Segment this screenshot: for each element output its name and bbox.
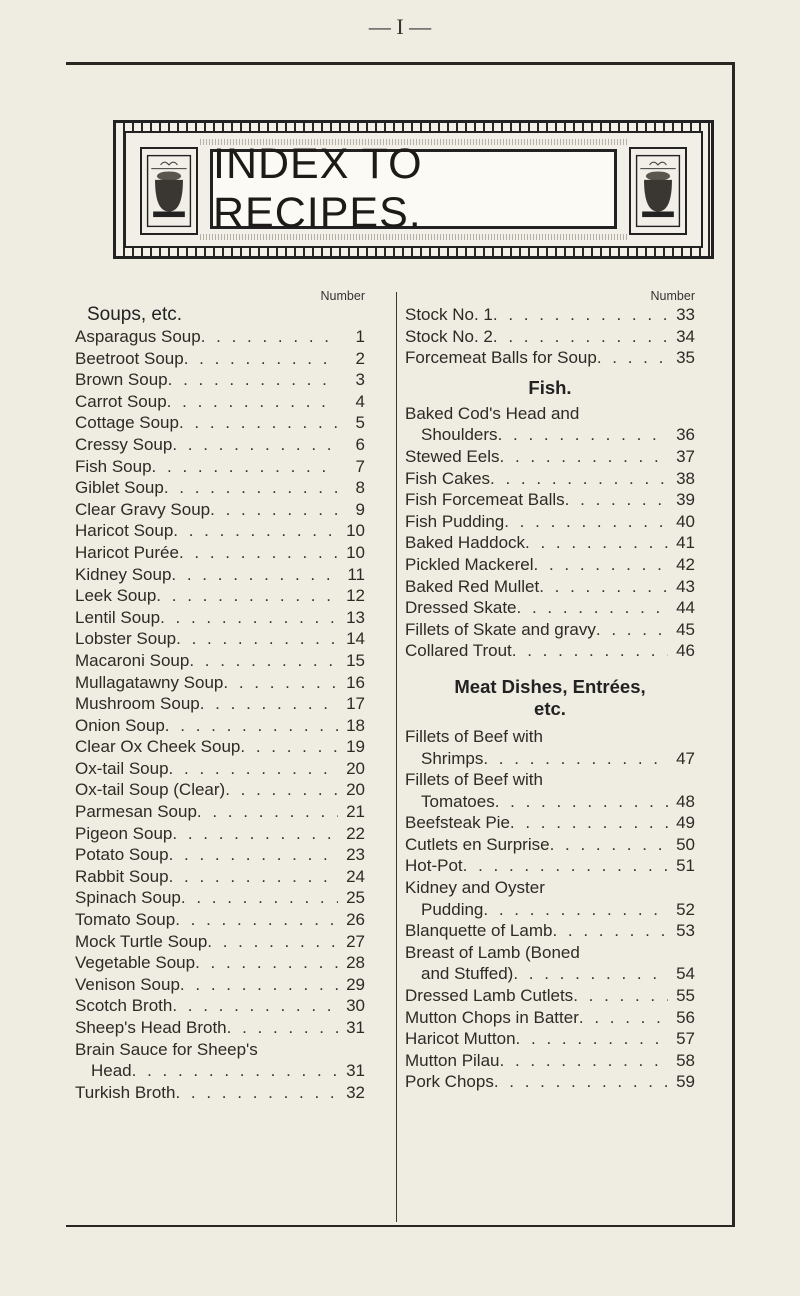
entry-label: and Stuffed) bbox=[421, 964, 514, 984]
entry-label: Stock No. 1 bbox=[405, 305, 493, 324]
entry-number: 46 bbox=[676, 641, 695, 661]
index-entry bbox=[75, 887, 365, 909]
entry-number: 4 bbox=[355, 391, 365, 411]
index-entry bbox=[75, 1060, 365, 1082]
entry-label: Onion Soup bbox=[75, 715, 165, 735]
entry-number: 26 bbox=[346, 910, 365, 930]
index-entry bbox=[75, 931, 365, 953]
entry-label: Cressy Soup bbox=[75, 434, 173, 454]
index-entry bbox=[405, 468, 695, 490]
leader-dots bbox=[201, 326, 338, 348]
leader-dots bbox=[596, 619, 668, 641]
index-entry bbox=[75, 995, 365, 1017]
leader-dots bbox=[525, 532, 668, 554]
leader-dots bbox=[160, 607, 338, 629]
entry-number: 52 bbox=[676, 899, 695, 919]
index-entry bbox=[405, 812, 695, 834]
leader-dots bbox=[493, 326, 668, 348]
index-entry bbox=[75, 369, 365, 391]
entry-number: 55 bbox=[676, 986, 695, 1006]
entry-number: 47 bbox=[676, 748, 695, 768]
entry-number: 13 bbox=[346, 607, 365, 627]
entry-number: 3 bbox=[355, 370, 365, 390]
cooking-pot-emblem-icon bbox=[629, 147, 687, 235]
leader-dots bbox=[171, 564, 338, 586]
index-entry bbox=[75, 779, 365, 801]
index-entry bbox=[405, 1007, 695, 1029]
index-entry bbox=[75, 866, 365, 888]
index-entry bbox=[405, 769, 695, 791]
entry-label: Mutton Chops in Batter bbox=[405, 1007, 579, 1027]
entry-label: Baked Haddock bbox=[405, 533, 526, 553]
leader-dots bbox=[175, 909, 338, 931]
entry-number: 50 bbox=[676, 834, 695, 854]
entry-number bbox=[258, 1039, 285, 1061]
index-entry bbox=[75, 585, 365, 607]
leader-dots bbox=[169, 866, 338, 888]
entry-number: 23 bbox=[346, 845, 365, 865]
entry-number: 58 bbox=[676, 1050, 695, 1070]
entry-number: 53 bbox=[676, 921, 695, 941]
entry-number: 57 bbox=[676, 1029, 695, 1049]
entry-label: Mutton Pilau bbox=[405, 1050, 500, 1070]
soups-list bbox=[75, 326, 365, 1103]
index-entry bbox=[75, 672, 365, 694]
index-entry bbox=[75, 1017, 365, 1039]
leader-dots bbox=[169, 758, 338, 780]
entry-label: Forcemeat Balls for Soup bbox=[405, 348, 597, 368]
entry-number: 30 bbox=[346, 996, 365, 1016]
leader-dots bbox=[169, 844, 338, 866]
entry-number: 18 bbox=[346, 715, 365, 735]
entry-label: Haricot Soup bbox=[75, 521, 174, 541]
fish-list bbox=[405, 403, 695, 662]
leader-dots bbox=[227, 1017, 338, 1039]
entry-number: 49 bbox=[676, 813, 695, 833]
entry-label: Vegetable Soup bbox=[75, 953, 196, 973]
leader-dots bbox=[172, 995, 338, 1017]
page-title: INDEX TO RECIPES. bbox=[213, 140, 423, 237]
entry-number: 15 bbox=[346, 650, 365, 670]
index-entry bbox=[405, 511, 695, 533]
index-entry bbox=[75, 499, 365, 521]
entry-number: 21 bbox=[346, 802, 365, 822]
entry-label: Pigeon Soup bbox=[75, 823, 173, 843]
index-entry bbox=[75, 1039, 365, 1061]
leader-dots bbox=[189, 650, 338, 672]
entry-number: 35 bbox=[676, 348, 695, 368]
leader-dots bbox=[500, 446, 669, 468]
entry-label: Giblet Soup bbox=[75, 478, 164, 498]
entry-label: Shrimps bbox=[421, 748, 484, 768]
entry-label: Venison Soup bbox=[75, 974, 180, 994]
entry-number: 10 bbox=[346, 542, 365, 562]
index-entry bbox=[75, 974, 365, 996]
entry-label: Shoulders bbox=[421, 425, 498, 445]
leader-dots bbox=[512, 640, 668, 662]
leader-dots bbox=[152, 456, 338, 478]
entry-label: Tomatoes bbox=[421, 791, 495, 811]
entry-number: 8 bbox=[355, 478, 365, 498]
entry-number: 2 bbox=[355, 348, 365, 368]
leader-dots bbox=[200, 693, 338, 715]
entry-label: Parmesan Soup bbox=[75, 802, 197, 822]
leader-dots bbox=[184, 348, 338, 370]
leader-dots bbox=[167, 391, 338, 413]
index-entry bbox=[405, 1028, 695, 1050]
index-entry bbox=[405, 1071, 695, 1093]
leader-dots bbox=[500, 1050, 669, 1072]
entry-label: Carrot Soup bbox=[75, 391, 167, 411]
leader-dots bbox=[168, 369, 338, 391]
entry-label: Fish Soup bbox=[75, 456, 152, 476]
index-entry bbox=[75, 801, 365, 823]
leader-dots bbox=[176, 628, 338, 650]
leader-dots bbox=[179, 412, 338, 434]
index-entry bbox=[405, 985, 695, 1007]
entry-number: 41 bbox=[676, 533, 695, 553]
leader-dots bbox=[539, 576, 668, 598]
index-entry bbox=[405, 640, 695, 662]
leader-dots bbox=[504, 511, 668, 533]
leader-dots bbox=[165, 715, 338, 737]
entry-number: 31 bbox=[346, 1018, 365, 1037]
section-title-meat: Meat Dishes, Entrées, bbox=[454, 675, 646, 697]
page-number: — I — bbox=[368, 14, 432, 39]
leader-dots bbox=[510, 812, 668, 834]
entry-label: Potato Soup bbox=[75, 845, 169, 865]
entry-label: Mullagatawny Soup bbox=[75, 672, 224, 692]
index-entry bbox=[405, 532, 695, 554]
entry-label: Stewed Eels bbox=[405, 446, 500, 466]
entry-label: Breast of Lamb (Boned bbox=[405, 942, 580, 962]
entry-number: 19 bbox=[346, 737, 365, 757]
entry-number bbox=[543, 769, 570, 791]
entry-label: Mock Turtle Soup bbox=[75, 931, 208, 951]
index-entry bbox=[405, 403, 695, 425]
section-title-fish: Fish. bbox=[528, 376, 572, 398]
index-entry bbox=[405, 791, 695, 813]
meat-list bbox=[405, 726, 695, 1093]
entry-number: 44 bbox=[676, 598, 695, 618]
entry-label: Brown Soup bbox=[75, 370, 168, 390]
leader-dots bbox=[195, 952, 338, 974]
leader-dots bbox=[223, 672, 338, 694]
leader-dots bbox=[180, 974, 338, 996]
entry-number: 12 bbox=[346, 586, 365, 606]
leader-dots bbox=[565, 489, 668, 511]
section-title-soups: Soups, etc. bbox=[87, 304, 183, 325]
leader-dots bbox=[495, 791, 668, 813]
entry-number: 17 bbox=[346, 694, 365, 714]
entry-label: Leek Soup bbox=[75, 586, 157, 606]
entry-number: 20 bbox=[346, 758, 365, 778]
entry-label: Pickled Mackerel bbox=[405, 554, 534, 574]
entry-label: Stock No. 2 bbox=[405, 326, 493, 346]
entry-label: Fillets of Beef with bbox=[405, 726, 543, 746]
leader-dots bbox=[483, 748, 668, 770]
entry-number: 42 bbox=[676, 554, 695, 574]
leader-dots bbox=[513, 963, 668, 985]
index-entry bbox=[405, 326, 695, 348]
entry-number bbox=[545, 877, 572, 899]
title-box bbox=[210, 140, 617, 237]
entry-label: Sheep's Head Broth bbox=[75, 1018, 227, 1037]
index-entry bbox=[405, 920, 695, 942]
entry-number: 28 bbox=[346, 953, 365, 973]
entry-label: Head bbox=[91, 1061, 132, 1081]
entry-label: Fillets of Skate and gravy bbox=[405, 619, 596, 639]
entry-label: Beetroot Soup bbox=[75, 348, 184, 368]
leader-dots bbox=[494, 1071, 668, 1093]
right-column bbox=[405, 288, 695, 1093]
leader-dots bbox=[552, 920, 668, 942]
leader-dots bbox=[240, 736, 338, 758]
leader-dots bbox=[517, 597, 669, 619]
index-entry bbox=[75, 1082, 365, 1104]
entry-label: Baked Cod's Head and bbox=[405, 403, 580, 423]
entry-label: Pork Chops bbox=[405, 1072, 494, 1092]
index-entry bbox=[75, 607, 365, 629]
entry-number: 1 bbox=[355, 327, 365, 346]
index-entry bbox=[405, 899, 695, 921]
entry-number bbox=[580, 942, 607, 964]
entry-label: Turkish Broth bbox=[75, 1082, 176, 1102]
index-entry bbox=[75, 434, 365, 456]
entry-label: Haricot Purée bbox=[75, 542, 179, 562]
leader-dots bbox=[181, 887, 338, 909]
column-divider bbox=[396, 292, 397, 1222]
entry-label: Lentil Soup bbox=[75, 607, 161, 627]
index-entry bbox=[75, 736, 365, 758]
index-entry bbox=[405, 489, 695, 511]
index-entry bbox=[405, 554, 695, 576]
index-entry bbox=[75, 412, 365, 434]
entry-number: 29 bbox=[346, 974, 365, 994]
entry-label: Asparagus Soup bbox=[75, 327, 201, 346]
index-entry bbox=[75, 909, 365, 931]
entry-number: 45 bbox=[676, 619, 695, 639]
index-entry bbox=[75, 348, 365, 370]
entry-number: 6 bbox=[355, 434, 365, 454]
entry-number: 38 bbox=[676, 468, 695, 488]
leader-dots bbox=[207, 931, 338, 953]
entry-label: Rabbit Soup bbox=[75, 866, 169, 886]
index-entry bbox=[405, 834, 695, 856]
entry-label: Macaroni Soup bbox=[75, 650, 190, 670]
cooking-pot-emblem-icon bbox=[140, 147, 198, 235]
leader-dots bbox=[579, 1007, 668, 1029]
leader-dots bbox=[493, 304, 668, 326]
index-entry bbox=[405, 726, 695, 748]
index-entry bbox=[75, 715, 365, 737]
index-entry bbox=[405, 942, 695, 964]
entry-number: 20 bbox=[346, 780, 365, 800]
entry-label: Clear Gravy Soup bbox=[75, 499, 211, 519]
index-entry bbox=[75, 758, 365, 780]
entry-number bbox=[543, 726, 570, 748]
entry-number: 56 bbox=[676, 1007, 695, 1027]
entry-label: Lobster Soup bbox=[75, 629, 177, 649]
entry-label: Hot-Pot bbox=[405, 856, 463, 876]
index-entry bbox=[75, 477, 365, 499]
leader-dots bbox=[179, 542, 338, 564]
index-entry bbox=[75, 326, 365, 348]
entry-number: 36 bbox=[676, 425, 695, 445]
index-entry bbox=[405, 1050, 695, 1072]
leader-dots bbox=[573, 985, 668, 1007]
entry-number: 32 bbox=[346, 1082, 365, 1102]
leader-dots bbox=[516, 1028, 668, 1050]
index-entry bbox=[405, 597, 695, 619]
entry-number: 24 bbox=[346, 866, 365, 886]
entry-number: 14 bbox=[346, 629, 365, 649]
entry-label: Collared Trout bbox=[405, 641, 512, 661]
index-entry bbox=[405, 963, 695, 985]
leader-dots bbox=[197, 801, 338, 823]
entry-number: 33 bbox=[676, 305, 695, 324]
leader-dots bbox=[175, 1082, 338, 1104]
index-entry bbox=[75, 844, 365, 866]
entry-label: Fish Pudding bbox=[405, 511, 505, 531]
index-entry bbox=[405, 347, 695, 369]
entry-label: Brain Sauce for Sheep's bbox=[75, 1039, 258, 1059]
entry-number: 22 bbox=[346, 823, 365, 843]
index-entry bbox=[405, 304, 695, 326]
entry-number: 31 bbox=[346, 1061, 365, 1081]
index-entry bbox=[75, 823, 365, 845]
entry-number: 27 bbox=[346, 931, 365, 951]
entry-label: Kidney and Oyster bbox=[405, 878, 545, 898]
index-entry bbox=[75, 456, 365, 478]
entry-label: Cutlets en Surprise bbox=[405, 834, 550, 854]
index-entry bbox=[405, 446, 695, 468]
leader-dots bbox=[164, 477, 338, 499]
soup-continued-list bbox=[405, 304, 695, 369]
entry-label: Mushroom Soup bbox=[75, 694, 200, 714]
index-entry bbox=[75, 520, 365, 542]
entry-number: 40 bbox=[676, 511, 695, 531]
number-heading: Number bbox=[650, 289, 695, 303]
entry-label: Haricot Mutton bbox=[405, 1029, 516, 1049]
entry-label: Fillets of Beef with bbox=[405, 770, 543, 790]
title-banner bbox=[113, 120, 714, 259]
leader-dots bbox=[534, 554, 669, 576]
leader-dots bbox=[498, 424, 668, 446]
entry-label: Beefsteak Pie bbox=[405, 813, 510, 833]
index-entry bbox=[405, 424, 695, 446]
left-column bbox=[75, 288, 365, 1103]
entry-label: Scotch Broth bbox=[75, 996, 173, 1016]
entry-number: 43 bbox=[676, 576, 695, 596]
entry-number: 54 bbox=[676, 964, 695, 984]
entry-label: Fish Cakes bbox=[405, 468, 491, 488]
entry-label: Kidney Soup bbox=[75, 564, 172, 584]
entry-number: 51 bbox=[676, 856, 695, 876]
entry-label: Spinach Soup bbox=[75, 888, 181, 908]
index-entry bbox=[405, 748, 695, 770]
index-entry bbox=[75, 391, 365, 413]
entry-label: Clear Ox Cheek Soup bbox=[75, 737, 241, 757]
index-entry bbox=[75, 628, 365, 650]
leader-dots bbox=[483, 899, 668, 921]
section-title-meat-line2: etc. bbox=[534, 697, 566, 719]
title-banner-inner bbox=[124, 131, 703, 248]
index-entry bbox=[75, 693, 365, 715]
entry-number: 25 bbox=[346, 888, 365, 908]
entry-label: Dressed Skate bbox=[405, 598, 517, 618]
entry-label: Baked Red Mullet bbox=[405, 576, 540, 596]
leader-dots bbox=[173, 520, 338, 542]
leader-dots bbox=[172, 434, 338, 456]
entry-number: 11 bbox=[347, 564, 365, 584]
number-heading: Number bbox=[320, 289, 365, 303]
entry-number: 34 bbox=[676, 326, 695, 346]
leader-dots bbox=[490, 468, 668, 490]
entry-number: 59 bbox=[676, 1072, 695, 1092]
index-entry bbox=[75, 650, 365, 672]
index-entry bbox=[405, 576, 695, 598]
leader-dots bbox=[550, 834, 668, 856]
leader-dots bbox=[156, 585, 338, 607]
index-entry bbox=[75, 952, 365, 974]
index-entry bbox=[405, 877, 695, 899]
leader-dots bbox=[225, 779, 338, 801]
leader-dots bbox=[172, 823, 338, 845]
entry-label: Fish Forcemeat Balls bbox=[405, 490, 565, 510]
entry-label: Dressed Lamb Cutlets bbox=[405, 986, 574, 1006]
index-entry bbox=[75, 542, 365, 564]
index-entry bbox=[405, 855, 695, 877]
entry-label: Ox-tail Soup bbox=[75, 758, 169, 778]
entry-label: Pudding bbox=[421, 899, 484, 919]
entry-number: 9 bbox=[355, 499, 365, 519]
entry-number: 5 bbox=[355, 413, 365, 433]
index-entry bbox=[75, 564, 365, 586]
entry-label: Cottage Soup bbox=[75, 413, 179, 433]
entry-label: Ox-tail Soup (Clear) bbox=[75, 780, 226, 800]
entry-number: 16 bbox=[346, 672, 365, 692]
entry-label: Blanquette of Lamb bbox=[405, 921, 553, 941]
leader-dots bbox=[463, 855, 668, 877]
entry-number: 7 bbox=[355, 456, 365, 476]
leader-dots bbox=[597, 347, 668, 369]
leader-dots bbox=[210, 499, 338, 521]
entry-number: 10 bbox=[346, 521, 365, 541]
leader-dots bbox=[132, 1060, 338, 1082]
entry-number: 48 bbox=[676, 791, 695, 811]
entry-number bbox=[579, 403, 606, 425]
entry-number: 37 bbox=[676, 446, 695, 466]
index-entry bbox=[405, 619, 695, 641]
entry-label: Tomato Soup bbox=[75, 910, 176, 930]
entry-number: 39 bbox=[676, 490, 695, 510]
